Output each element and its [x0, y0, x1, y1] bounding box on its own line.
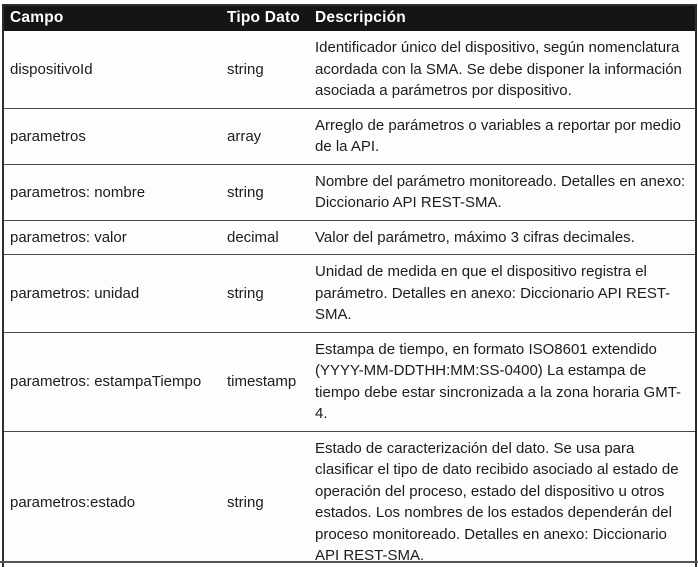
- descripcion-cell: Arreglo de parámetros o variables a reportar por medio de la API.: [309, 108, 696, 164]
- tipo-cell: string: [221, 164, 309, 220]
- header-campo: Campo: [3, 5, 221, 31]
- table-row: [3, 108, 696, 164]
- table-row: [3, 431, 696, 567]
- descripcion-cell: Nombre del parámetro monitoreado. Detalles en anexo: Diccionario API REST-SMA.: [309, 164, 696, 220]
- table-row: [3, 255, 696, 333]
- tipo-cell: string: [221, 431, 309, 567]
- campo-cell: dispositivoId: [10, 60, 93, 78]
- campo-cell: parametros:estado: [3, 431, 221, 567]
- campo-cell: parametros: estampaTiempo: [3, 332, 221, 431]
- campo-cell: parametros: [3, 108, 221, 164]
- tipo-cell: string: [227, 60, 264, 78]
- tipo-cell: array: [221, 108, 309, 164]
- tipo-cell: string: [221, 255, 309, 333]
- descripcion-cell: Valor del parámetro, máximo 3 cifras decimales.: [309, 220, 696, 255]
- campo-cell: parametros: valor: [3, 220, 221, 255]
- descripcion-cell: Identificador único del dispositivo, según nomenclatura acordada con la SMA. Se debe disponer la información asociada a parámetros por dispositivo.: [315, 39, 682, 99]
- table-row: [3, 332, 696, 431]
- campo-cell: parametros: nombre: [3, 164, 221, 220]
- table-row: [3, 164, 696, 220]
- tipo-cell: decimal: [221, 220, 309, 255]
- bottom-double-rule: [0, 561, 698, 563]
- campo-cell: parametros: unidad: [3, 255, 221, 333]
- tipo-cell: timestamp: [221, 332, 309, 431]
- header-descripcion: Descripción: [309, 5, 696, 31]
- descripcion-cell: Unidad de medida en que el dispositivo registra el parámetro. Detalles en anexo: Diccionario API REST-SMA.: [309, 255, 696, 333]
- field-spec-table: [2, 4, 697, 567]
- table-row: [3, 31, 696, 108]
- descripcion-cell: Estampa de tiempo, en formato ISO8601 extendido (YYYY-MM-DDTHH:MM:SS-0400) La estampa de tiempo debe estar sincronizada a la zona horaria GMT-4.: [309, 332, 696, 431]
- table-header-row: [3, 5, 696, 31]
- descripcion-cell: Estado de caracterización del dato. Se usa para clasificar el tipo de dato recibido asociado al estado de operación del proceso, estado del dispositivo u otros estados. Los nombres de los estados dependerán del proceso monitoreado. Detalles en anexo: Diccionario API REST-SMA.: [309, 431, 696, 567]
- table-row: [3, 220, 696, 255]
- header-tipo-dato: Tipo Dato: [221, 5, 309, 31]
